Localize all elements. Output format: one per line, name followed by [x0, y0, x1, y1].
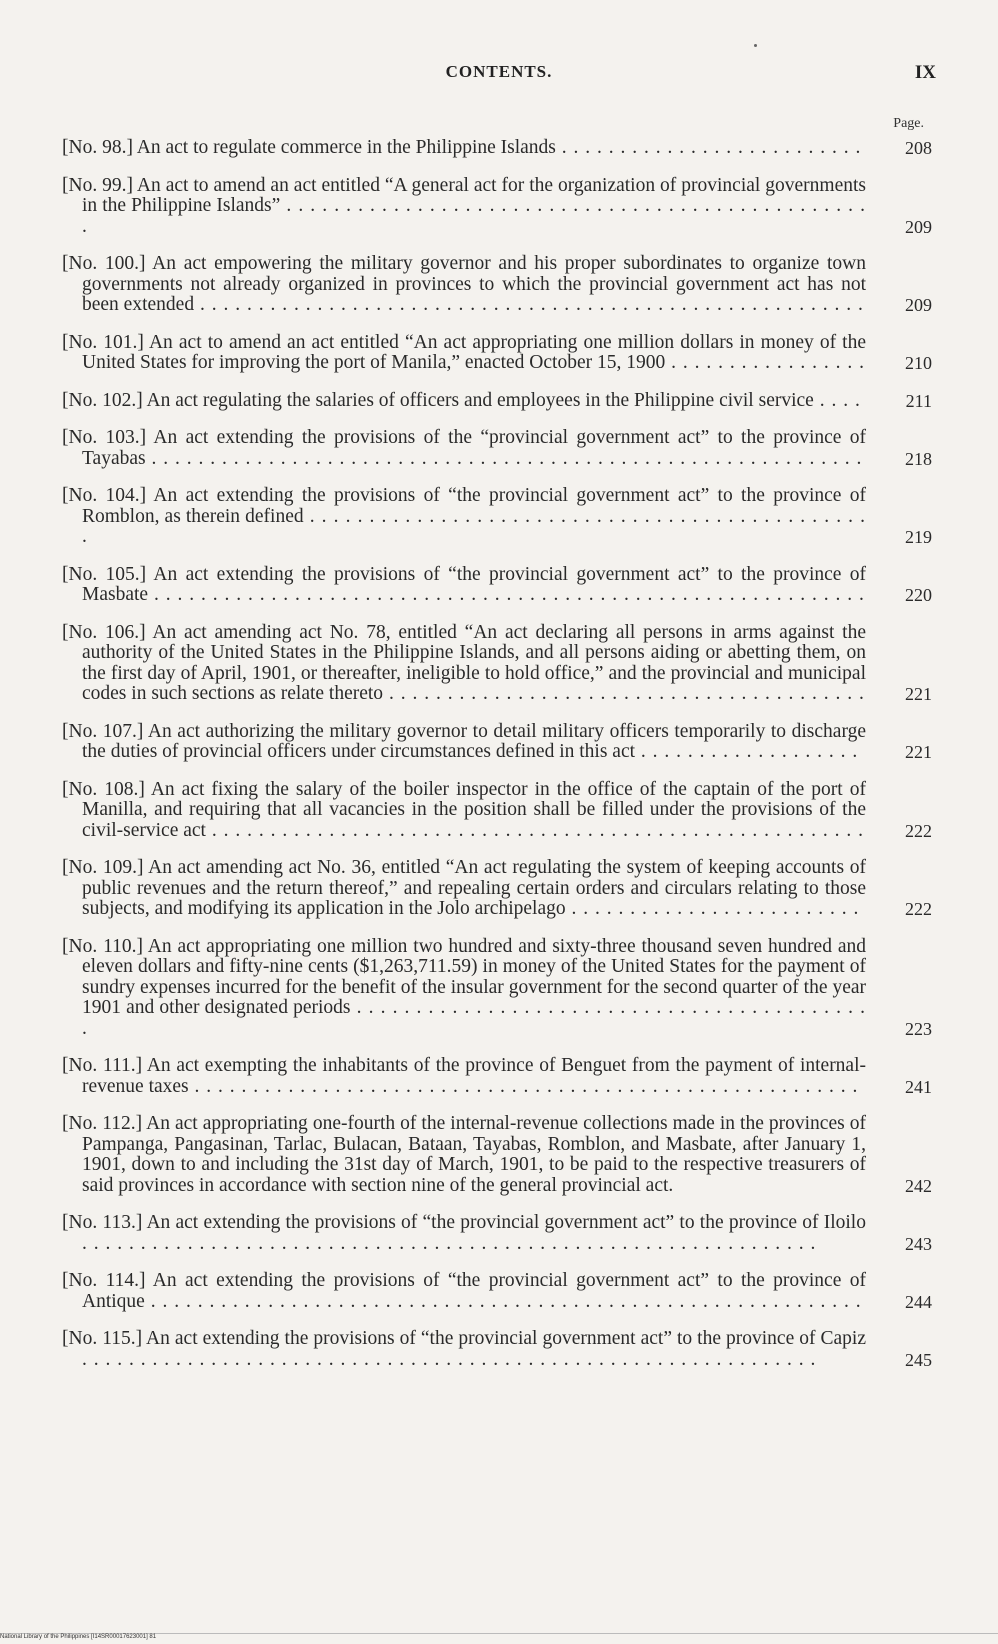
- entry-title: [62, 623, 866, 705]
- page-number: 210: [905, 353, 932, 373]
- act-number: [No. 108.]: [62, 778, 145, 800]
- act-description: An act to amend an act entitled “A general act for the organization of provincial governments in the Philippine Islands”: [82, 174, 866, 216]
- contents-entry: [62, 780, 932, 842]
- act-description: An act extending the provisions of “the provincial government act” to the province of Antique: [82, 1270, 866, 1312]
- act-description: An act empowering the military governor and his proper subordinates to organize town governments not already organized in provinces to which the provincial government act has not been extended: [82, 253, 866, 315]
- contents-entry: [62, 391, 932, 412]
- act-number: [No. 99.]: [62, 174, 134, 196]
- contents-entry: [62, 486, 932, 548]
- page-number: 221: [905, 742, 932, 762]
- entry-title: [62, 780, 866, 842]
- contents-entry: [62, 1271, 932, 1312]
- act-number: [No. 102.]: [62, 389, 143, 411]
- page-number: 208: [905, 138, 932, 158]
- leader-dots: . . . . . . . . . . . . . . . . . . . . . . . . .: [565, 898, 860, 919]
- act-description: An act fixing the salary of the boiler inspector in the office of the captain of the port of Manilla, and requiring that all vacancies in the position shall be filled under the provisions of the civil-service act: [82, 778, 866, 841]
- entry-title: [62, 1056, 866, 1097]
- act-description: An act extending the provisions of “the provincial government act” to the province of Masbate: [82, 563, 866, 605]
- contents-entry: [62, 858, 932, 920]
- act-number: [No. 104.]: [62, 485, 147, 506]
- act-number: [No. 112.]: [62, 1113, 143, 1134]
- leader-dots: . . . . . . . . . . . . . . . . . . . . . . . . . . . . . . . . . . . . . . . . . . . . . . . . . . . . . . . . . . . . .: [145, 447, 863, 469]
- contents-entry: [62, 623, 932, 705]
- leader-dots: . . . . . . . . . . . . . . . . . . . . . . . . . . . . . . . . . . . . . . . . . . . . . . . . . . . . . . . . .: [188, 1075, 859, 1097]
- leader-dots: . . . . . . . . . . . . . . . . .: [665, 352, 865, 373]
- page-number: 244: [905, 1291, 932, 1312]
- contents-entry: [62, 565, 932, 606]
- act-description: An act amending act No. 78, entitled “An act declaring all persons in arms against the authority of the United States in the Philippine Islands, and all persons aiding or abetting them, on the first day of April, 1901, or thereafter, ineligible to hold office,” and the provincial and municipal codes in such sections as relate thereto: [82, 621, 867, 704]
- act-description: An act amending act No. 36, entitled “An act regulating the system of keeping accounts of public revenues and the return thereof,” and repealing certain orders and circulars relating to those subjects, and modifying its application in the Jolo archipelago: [82, 857, 866, 919]
- contents-entry: [62, 1056, 932, 1097]
- act-description: An act authorizing the military governor to detail military officers temporarily to discharge the duties of provincial officers under circumstances defined in this act: [82, 720, 866, 762]
- entry-title: [62, 428, 866, 469]
- contents-entry: [62, 254, 932, 316]
- contents-list: [62, 138, 932, 1387]
- page-title: CONTENTS.: [445, 62, 553, 81]
- act-description: An act extending the provisions of “the provincial government act” to the province of Capiz: [146, 1328, 866, 1349]
- contents-entry: [62, 176, 932, 238]
- act-number: [No. 115.]: [62, 1328, 143, 1349]
- leader-dots: . . . . . . . . . . . . . . . . . . . . . . . . . .: [555, 137, 862, 158]
- page-folio: IX: [914, 62, 936, 83]
- entry-title: [62, 486, 866, 548]
- act-description: An act appropriating one-fourth of the internal-revenue collections made in the provinces of Pampanga, Pangasinan, Tarlac, Bulacan, Bataan, Tayabas, Romblon, and Masbate, after January 1, 1901, down to and including the 31st day of March, 1901, to be paid to the respective treasurers of said provinces in accordance with section nine of the general provincial act.: [82, 1113, 866, 1196]
- entry-title: [62, 1114, 866, 1196]
- entry-title: [62, 254, 866, 316]
- entry-title: [62, 858, 866, 920]
- page-number: 222: [905, 899, 932, 919]
- leader-dots: . . . . . . . . . . . . . . . . . . .: [635, 741, 859, 762]
- act-number: [No. 98.]: [62, 137, 133, 158]
- entry-title: [62, 565, 866, 606]
- page-number: 223: [905, 1018, 932, 1039]
- act-number: [No. 111.]: [62, 1055, 143, 1076]
- entry-title: [62, 176, 866, 238]
- entry-title: [62, 333, 866, 374]
- contents-entry: [62, 138, 932, 159]
- leader-dots: . . . . . . . . . . . . . . . . . . . . . . . . . . . . . . . . . . . . . . . . .: [383, 683, 865, 704]
- act-number: [No. 106.]: [62, 621, 146, 643]
- act-number: [No. 105.]: [62, 563, 147, 585]
- page-number: 209: [905, 216, 932, 237]
- page-number: 243: [905, 1233, 932, 1254]
- page-number: 245: [905, 1349, 932, 1370]
- contents-entry: [62, 722, 932, 763]
- scan-footer: National Library of the Philippines [I14SR00017623001] 81: [0, 1634, 157, 1640]
- act-description: An act to regulate commerce in the Philippine Islands: [136, 137, 556, 158]
- act-number: [No. 113.]: [62, 1212, 143, 1233]
- leader-dots: . . . . . . . . . . . . . . . . . . . . . . . . . . . . . . . . . . . . . . . . . . . . . . . .: [82, 505, 867, 547]
- contents-entry: [62, 1114, 932, 1196]
- act-number: [No. 107.]: [62, 720, 144, 742]
- page-number: 211: [905, 390, 932, 411]
- act-number: [No. 100.]: [62, 253, 146, 274]
- act-number: [No. 110.]: [62, 935, 143, 957]
- leader-dots: . . . .: [813, 389, 861, 411]
- act-number: [No. 109.]: [62, 857, 144, 878]
- leader-dots: . . . . . . . . . . . . . . . . . . . . . . . . . . . . . . . . . . . . . . . . . . . .: [82, 997, 867, 1039]
- act-number: [No. 101.]: [62, 331, 144, 353]
- leader-dots: . . . . . . . . . . . . . . . . . . . . . . . . . . . . . . . . . . . . . . . . . . . . . . . . . . . . . . . .: [205, 819, 864, 841]
- act-number: [No. 114.]: [62, 1270, 146, 1291]
- contents-entry: [62, 333, 932, 374]
- entry-title: [62, 138, 866, 159]
- entry-title: [62, 391, 866, 412]
- act-description: An act to amend an act entitled “An act appropriating one million dollars in money of the United States for improving the port of Manila,” enacted October 15, 1900: [82, 331, 866, 373]
- running-header: [0, 62, 998, 92]
- leader-dots: . . . . . . . . . . . . . . . . . . . . . . . . . . . . . . . . . . . . . . . . . . . . . . . . . . . . . . . . .: [194, 294, 864, 315]
- contents-entry: [62, 1329, 932, 1370]
- contents-entry: [62, 1213, 932, 1254]
- act-description: An act extending the provisions of the “provincial government act” to the province of Tayabas: [82, 427, 866, 469]
- page-number: 220: [905, 585, 932, 605]
- page-number: 241: [905, 1076, 932, 1097]
- page-number: 218: [905, 448, 932, 469]
- leader-dots: . . . . . . . . . . . . . . . . . . . . . . . . . . . . . . . . . . . . . . . . . . . . . . . . . . . . . . . . . . . . .: [148, 584, 865, 605]
- act-description: An act extending the provisions of “the provincial government act” to the province of Romblon, as therein defined: [82, 485, 866, 527]
- leader-dots: . . . . . . . . . . . . . . . . . . . . . . . . . . . . . . . . . . . . . . . . . . . . . . . . . . . . . . . . . . . . . . .: [82, 1232, 817, 1254]
- act-description: An act exempting the inhabitants of the province of Benguet from the payment of internal-revenue taxes: [82, 1055, 866, 1097]
- act-description: An act extending the provisions of “the provincial government act” to the province of Iloilo: [146, 1212, 866, 1233]
- page-number: 209: [905, 295, 932, 315]
- page-number: 242: [905, 1175, 932, 1196]
- page-number: 219: [905, 527, 932, 547]
- entry-title: [62, 1213, 866, 1254]
- contents-entry: [62, 937, 932, 1040]
- leader-dots: . . . . . . . . . . . . . . . . . . . . . . . . . . . . . . . . . . . . . . . . . . . . . . . . . . . . . . . . . . . . . . .: [82, 1348, 817, 1370]
- contents-entry: [62, 428, 932, 469]
- entry-title: [62, 937, 866, 1040]
- entry-title: [62, 1271, 866, 1312]
- leader-dots: . . . . . . . . . . . . . . . . . . . . . . . . . . . . . . . . . . . . . . . . . . . . . . . . . .: [82, 195, 866, 237]
- leader-dots: . . . . . . . . . . . . . . . . . . . . . . . . . . . . . . . . . . . . . . . . . . . . . . . . . . . . . . . . . . . . .: [144, 1290, 862, 1312]
- act-description: An act regulating the salaries of officers and employees in the Philippine civil service: [146, 389, 814, 411]
- page-number: 222: [905, 820, 932, 841]
- act-number: [No. 103.]: [62, 427, 147, 448]
- entry-title: [62, 1329, 866, 1370]
- print-speck: [754, 44, 757, 47]
- entry-title: [62, 722, 866, 763]
- page-number: 221: [905, 684, 932, 704]
- act-description: An act appropriating one million two hundred and sixty-three thousand seven hundred and eleven dollars and fifty-nine cents ($1,263,711.59) in money of the United States for the payment of sundry expenses incurred for the benefit of the insular government for the second quarter of the year 1901 and other designated periods: [82, 935, 866, 1018]
- page-column-label: Page.: [893, 116, 924, 131]
